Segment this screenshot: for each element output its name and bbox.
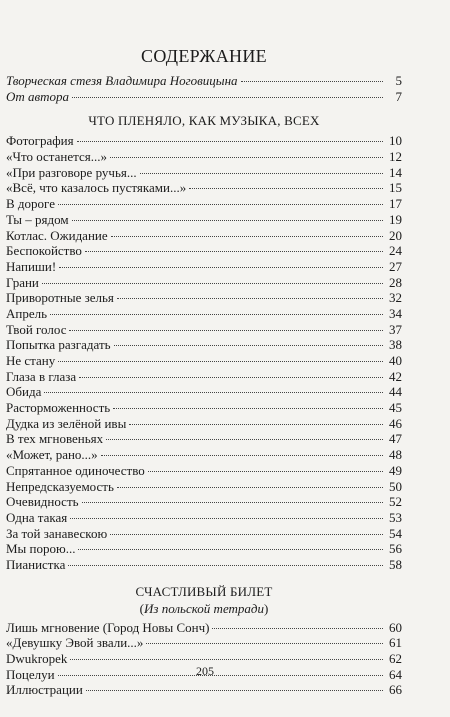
toc-entry — [6, 306, 402, 322]
toc-entry-title: «При разговоре ручья... — [6, 164, 137, 180]
toc-entry-title: Лишь мгновение (Город Новы Сонч) — [6, 619, 210, 635]
toc-entry-title: Расторможенность — [6, 400, 111, 416]
toc-entry-page: 40 — [389, 353, 402, 368]
dot-leader — [59, 267, 383, 268]
toc-entry — [6, 89, 402, 105]
toc-entry-page: 14 — [389, 164, 402, 180]
toc-entry-title: Очевидность — [6, 494, 79, 510]
toc-entry — [6, 479, 402, 495]
dot-leader — [69, 330, 383, 331]
page-number: 205 — [196, 664, 214, 678]
toc-entry-page: 12 — [389, 149, 402, 165]
toc-entry-title: Котлас. Ожидание — [6, 227, 108, 243]
toc-entry-page: 48 — [389, 447, 402, 463]
toc-entry-title: В тех мгновеньях — [6, 431, 104, 447]
dot-leader — [58, 204, 383, 205]
toc-entry — [6, 259, 402, 275]
toc-entry-title: За той занавескою — [6, 525, 108, 541]
dot-leader — [44, 392, 383, 393]
toc-entry-title: Твой голос — [6, 321, 67, 337]
dot-leader — [106, 439, 383, 440]
toc-entry-page: 62 — [389, 651, 402, 666]
toc-entry-page: 5 — [395, 73, 402, 88]
toc-entry-page: 20 — [389, 227, 402, 243]
toc-entry-title: «Всё, что казалось пустяками...» — [6, 180, 187, 196]
toc-entry-page: 49 — [389, 462, 402, 478]
dot-leader — [78, 549, 383, 550]
toc-entry-page: 66 — [389, 682, 402, 698]
dot-leader — [117, 298, 383, 299]
toc-entry-page: 58 — [389, 556, 402, 572]
dot-leader — [58, 361, 383, 362]
toc-entry-page: 60 — [389, 619, 402, 635]
toc-entry-title: Глаза в глаза — [6, 368, 77, 384]
toc-entry-page: 52 — [389, 494, 402, 510]
toc-entry-page: 56 — [389, 541, 402, 557]
toc-entry-page: 7 — [395, 88, 402, 104]
toc-entry — [6, 353, 402, 369]
toc-entry — [6, 384, 402, 400]
toc-entry — [6, 494, 402, 510]
toc-entry-page: 61 — [389, 635, 402, 651]
toc-entry-title: Не стану — [6, 353, 56, 368]
dot-leader — [146, 643, 383, 644]
dot-leader — [110, 157, 383, 158]
dot-leader — [110, 534, 383, 535]
toc-entry-title: Пианистка — [6, 556, 66, 572]
toc-entry — [6, 557, 402, 573]
toc-entry-title: «Девушку Эвой звали...» — [6, 635, 144, 651]
dot-leader — [82, 502, 383, 503]
toc-entry-page: 53 — [389, 509, 402, 525]
dot-leader — [113, 408, 383, 409]
toc-entry-page: 37 — [389, 321, 402, 337]
toc-entry — [6, 447, 402, 463]
dot-leader — [140, 173, 383, 174]
toc-entry — [6, 369, 402, 385]
toc-entry — [6, 196, 402, 212]
toc-entry-title: Одна такая — [6, 509, 68, 525]
toc-entry-title: Спрятанное одиночество — [6, 462, 145, 478]
toc-entry-title: Приворотные зелья — [6, 290, 114, 306]
toc-entry-page: 15 — [389, 180, 402, 196]
toc-entry-page: 34 — [389, 305, 402, 321]
toc-entry-title: Грани — [6, 274, 39, 290]
toc-entry — [6, 526, 402, 542]
toc-entry-title: Фотография — [6, 133, 74, 149]
toc-entry — [6, 510, 402, 526]
toc-entry-page: 27 — [389, 258, 402, 274]
dot-leader — [212, 628, 383, 629]
dot-leader — [70, 659, 383, 660]
toc-entry — [6, 243, 402, 259]
toc-entry-page: 24 — [389, 243, 402, 259]
toc-entry-page: 46 — [389, 415, 402, 431]
toc-entry-title: Дудка из зелёной ивы — [6, 415, 127, 431]
dot-leader — [77, 141, 383, 142]
dot-leader — [101, 455, 383, 456]
dot-leader — [114, 345, 383, 346]
toc-entry-title: Мы порою... — [6, 541, 76, 557]
toc-entry-page: 38 — [389, 337, 402, 353]
toc-entry-page: 10 — [389, 133, 402, 149]
toc-entry-title: Творческая стезя Владимира Ноговицына — [6, 73, 238, 88]
toc-entry — [6, 635, 402, 651]
dot-leader — [189, 188, 383, 189]
dot-leader — [86, 690, 383, 691]
toc-entry-title: Ты – рядом — [6, 211, 69, 227]
toc-entry — [6, 165, 402, 181]
dot-leader — [50, 314, 383, 315]
toc-entry-title: Апрель — [6, 305, 48, 321]
toc-entry-page: 64 — [389, 666, 402, 682]
toc-entry-title: «Может, рано...» — [6, 447, 98, 463]
toc-entry — [6, 180, 402, 196]
intro-list — [6, 73, 402, 104]
section1-heading: ЧТО ПЛЕНЯЛО, КАК МУЗЫКА, ВСЕХ — [88, 113, 320, 129]
toc-entry-title: Беспокойство — [6, 243, 82, 259]
dot-leader — [79, 377, 383, 378]
toc-entry — [6, 431, 402, 447]
toc-entry-page: 42 — [389, 368, 402, 384]
toc-entry — [6, 133, 402, 149]
section1-list — [6, 133, 402, 572]
toc-entry — [6, 463, 402, 479]
toc-entry-page: 19 — [389, 211, 402, 227]
toc-entry-title: Dwukropek — [6, 651, 68, 666]
dot-leader — [148, 471, 383, 472]
section2-subheading-text: Из польской тетради — [143, 600, 265, 616]
toc-entry-page: 50 — [389, 478, 402, 494]
dot-leader — [85, 251, 383, 252]
dot-leader — [42, 283, 383, 284]
toc-entry — [6, 290, 402, 306]
section2-list — [6, 620, 402, 698]
toc-entry-page: 47 — [389, 431, 402, 447]
toc-entry — [6, 682, 402, 698]
section2-subheading: (Из польской тетради) — [139, 600, 269, 616]
toc-entry — [6, 416, 402, 432]
toc-entry-title: Поцелуи — [6, 666, 55, 682]
toc-entry-page: 32 — [389, 290, 402, 306]
dot-leader — [68, 565, 383, 566]
toc-entry-title: Непредсказуемость — [6, 478, 114, 494]
toc-entry — [6, 322, 402, 338]
toc-entry-title: Попытка разгадать — [6, 337, 111, 353]
toc-entry-page: 28 — [389, 274, 402, 290]
dot-leader — [70, 518, 383, 519]
toc-entry — [6, 275, 402, 291]
toc-page — [6, 0, 402, 698]
dot-leader — [241, 81, 383, 82]
toc-entry-page: 45 — [389, 400, 402, 416]
toc-entry — [6, 400, 402, 416]
dot-leader — [72, 97, 383, 98]
toc-entry-title: Напиши! — [6, 258, 57, 274]
page-title: СОДЕРЖАНИЕ — [141, 46, 267, 66]
toc-entry — [6, 620, 402, 636]
toc-entry-title: Иллюстрации — [6, 682, 83, 698]
toc-entry-page: 54 — [389, 525, 402, 541]
toc-entry-title: От автора — [6, 88, 70, 104]
toc-entry — [6, 149, 402, 165]
dot-leader — [72, 220, 383, 221]
toc-entry — [6, 73, 402, 89]
toc-entry — [6, 541, 402, 557]
dot-leader — [117, 487, 383, 488]
toc-entry-page: 44 — [389, 384, 402, 400]
toc-entry — [6, 337, 402, 353]
toc-entry-page: 17 — [389, 196, 402, 212]
toc-entry-title: В дороге — [6, 196, 55, 212]
dot-leader — [111, 236, 383, 237]
toc-entry-title: Обида — [6, 384, 42, 400]
dot-leader — [129, 424, 383, 425]
toc-entry-title: «Что останется...» — [6, 149, 107, 165]
toc-entry — [6, 228, 402, 244]
section2-heading: СЧАСТЛИВЫЙ БИЛЕТ — [135, 583, 273, 599]
toc-entry — [6, 212, 402, 228]
